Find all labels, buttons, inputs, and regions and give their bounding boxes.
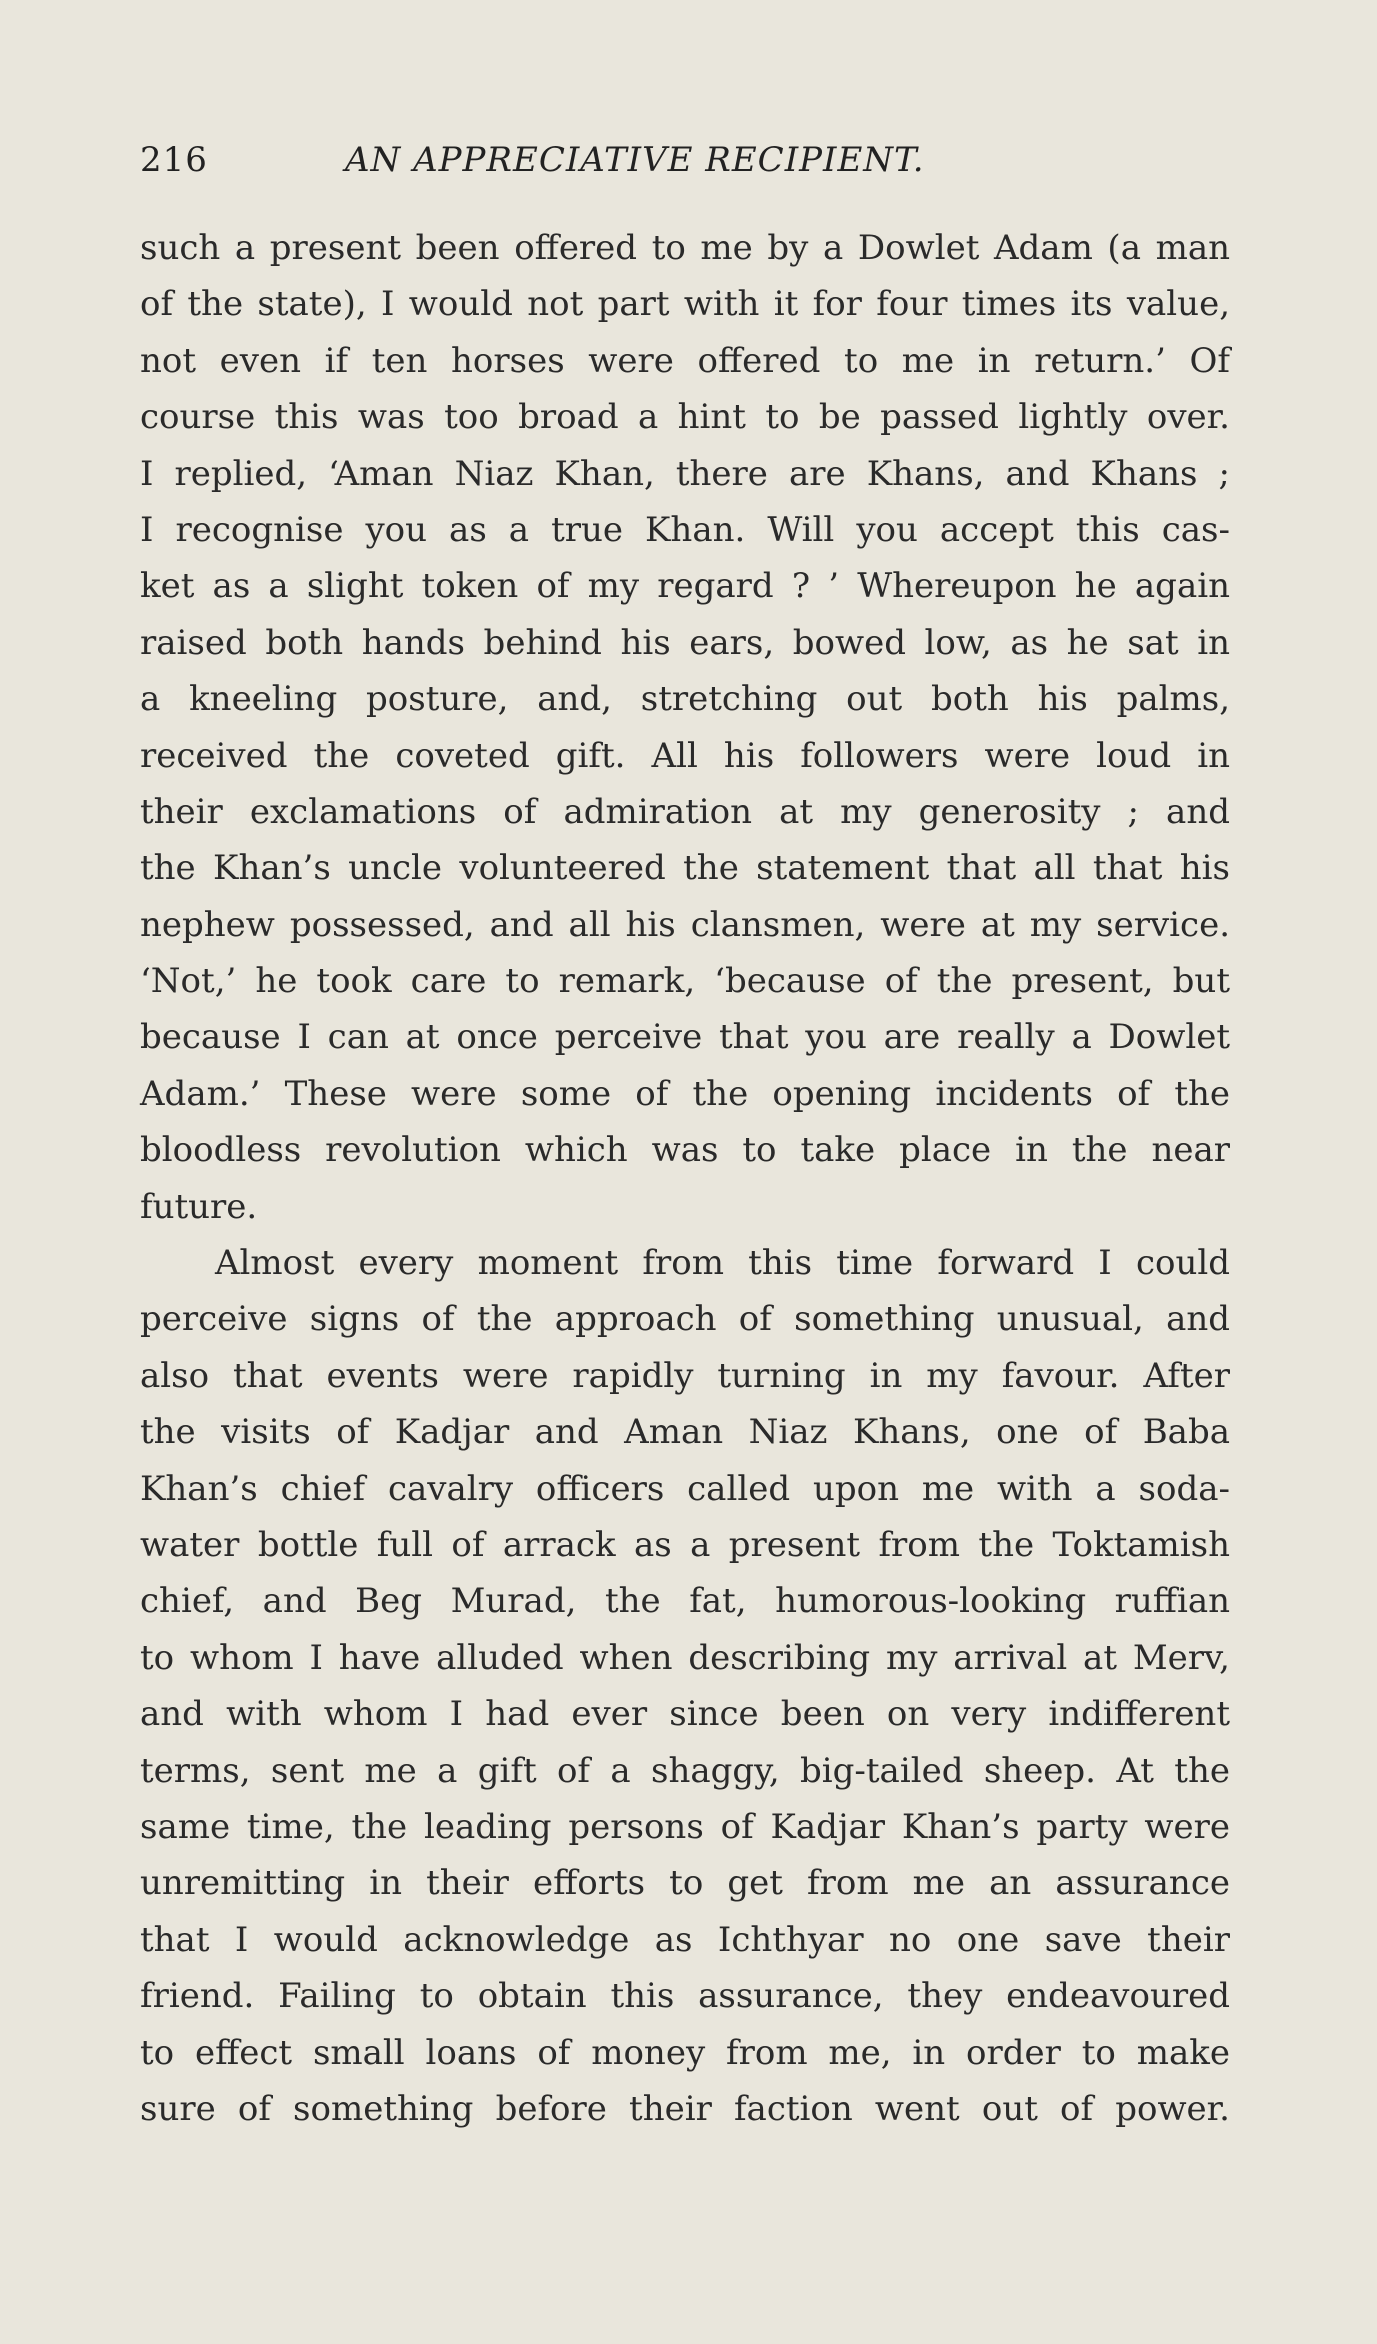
text-line: ket as a slight token of my regard ? ’ Whereupon he again bbox=[140, 566, 1230, 607]
page-header bbox=[140, 140, 1230, 190]
text-line: nephew possessed, and all his clansmen, were at my service. bbox=[140, 904, 1230, 945]
text-line: of the state), I would not part with it for four times its value, bbox=[140, 284, 1230, 325]
text-line: unremitting in their efforts to get from me an assurance bbox=[140, 1863, 1230, 1904]
text-line: to whom I have alluded when describing my arrival at Merv, bbox=[140, 1637, 1230, 1678]
body-text bbox=[140, 220, 1230, 2137]
text-line: friend. Failing to obtain this assurance, they endeavoured bbox=[140, 1976, 1230, 2017]
text-line: I replied, ‘Aman Niaz Khan, there are Khans, and Khans ; bbox=[140, 453, 1230, 494]
text-line: bloodless revolution which was to take place in the near bbox=[140, 1130, 1230, 1171]
text-line: a kneeling posture, and, stretching out both his palms, bbox=[140, 679, 1230, 720]
text-line: because I can at once perceive that you are really a Dowlet bbox=[140, 1017, 1230, 1058]
text-line: Adam.’ These were some of the opening incidents of the bbox=[140, 1073, 1230, 1114]
text-line: to effect small loans of money from me, in order to make bbox=[140, 2032, 1230, 2073]
text-line: Almost every moment from this time forward I could bbox=[215, 1243, 1230, 1284]
text-line: ‘Not,’ he took care to remark, ‘because of the present, but bbox=[140, 961, 1230, 1002]
text-line: their exclamations of admiration at my generosity ; and bbox=[140, 791, 1230, 832]
text-line: same time, the leading persons of Kadjar Khan’s party were bbox=[140, 1806, 1230, 1847]
text-line: future. bbox=[140, 1186, 258, 1227]
text-line: received the coveted gift. All his followers were loud in bbox=[140, 735, 1230, 776]
text-line: course this was too broad a hint to be passed lightly over. bbox=[140, 397, 1230, 438]
running-title: AN APPRECIATIVE RECIPIENT. bbox=[345, 140, 925, 180]
text-line: not even if ten horses were offered to me in return.’ Of bbox=[140, 340, 1230, 381]
text-line: terms, sent me a gift of a shaggy, big-tailed sheep. At the bbox=[140, 1750, 1230, 1791]
text-line: the Khan’s uncle volunteered the statement that all that his bbox=[140, 848, 1230, 889]
text-line: chief, and Beg Murad, the fat, humorous-looking ruffian bbox=[140, 1581, 1230, 1622]
page-number: 216 bbox=[140, 140, 208, 180]
text-line: sure of something before their faction went out of power. bbox=[140, 2088, 1230, 2129]
text-line: perceive signs of the approach of something unusual, and bbox=[140, 1299, 1230, 1340]
paragraph-1 bbox=[140, 220, 1230, 1235]
text-line: and with whom I had ever since been on very indifferent bbox=[140, 1694, 1230, 1735]
text-line: Khan’s chief cavalry officers called upon me with a soda- bbox=[140, 1468, 1230, 1509]
text-line: I recognise you as a true Khan. Will you accept this cas- bbox=[140, 509, 1230, 550]
text-line: the visits of Kadjar and Aman Niaz Khans, one of Baba bbox=[140, 1412, 1230, 1453]
text-line: that I would acknowledge as Ichthyar no one save their bbox=[140, 1919, 1230, 1960]
text-line: raised both hands behind his ears, bowed low, as he sat in bbox=[140, 622, 1230, 663]
text-line: also that events were rapidly turning in my favour. After bbox=[140, 1355, 1230, 1396]
text-line: water bottle full of arrack as a present from the Toktamish bbox=[140, 1524, 1230, 1565]
text-line: such a present been offered to me by a Dowlet Adam (a man bbox=[140, 228, 1230, 268]
paragraph-2 bbox=[140, 1235, 1230, 2137]
